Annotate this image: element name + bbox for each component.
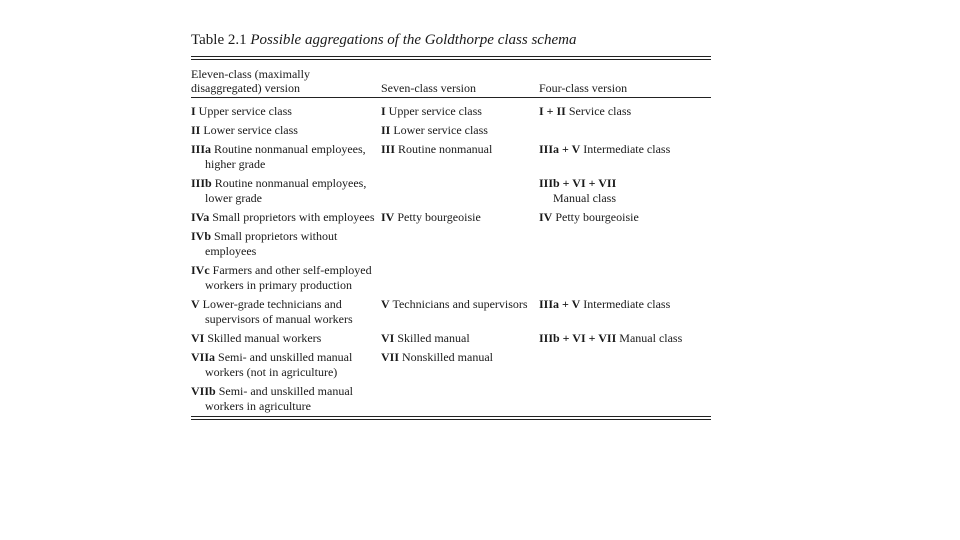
eleven-class-cell [191,297,381,327]
class-label: Farmers and other self-employed workers in primary production [205,263,372,292]
table-row [191,384,711,414]
table-label: Table 2.1 [191,32,247,48]
class-label: Semi- and unskilled manual workers in agriculture [205,384,353,413]
table-row [191,123,711,142]
class-code: IVc [191,263,210,277]
class-code: VII [381,350,400,364]
class-label: Service class [568,104,632,118]
class-label: Manual class [553,191,616,205]
seven-class-cell [381,384,539,414]
class-label: Petty bourgeoisie [397,210,481,224]
header-seven-class: Seven-class version [381,81,476,95]
class-label: Routine nonmanual employees, higher grade [205,142,366,171]
seven-class-cell [381,297,539,327]
four-class-cell [539,384,711,414]
class-code: IIIb + VI + VII [539,176,617,190]
class-label: Lower service class [393,123,488,137]
class-label: Lower service class [203,123,298,137]
table-row [191,176,711,210]
class-code: II [381,123,391,137]
seven-class-cell [381,331,539,346]
class-code: IIIa + V [539,297,581,311]
four-class-cell [539,350,711,380]
class-label: Manual class [619,331,683,345]
class-code: IV [539,210,553,224]
class-label: Small proprietors with employees [212,210,375,224]
class-label: Small proprietors without employees [205,229,338,258]
class-code: III [381,142,396,156]
class-label: Routine nonmanual [398,142,493,156]
table-row [191,297,711,331]
class-code: I + II [539,104,566,118]
table-row [191,263,711,297]
four-class-cell [539,210,711,225]
class-label: Petty bourgeoisie [555,210,639,224]
class-label: Technicians and supervisors [392,297,528,311]
class-code: V [191,297,200,311]
seven-class-cell [381,263,539,293]
class-label: Nonskilled manual [402,350,493,364]
eleven-class-cell [191,142,381,172]
table-title: Possible aggregations of the Goldthorpe class schema [250,32,577,48]
seven-class-cell [381,123,539,138]
class-label: Intermediate class [583,297,671,311]
eleven-class-cell [191,263,381,293]
seven-class-cell [381,176,539,206]
table-caption [191,30,711,52]
four-class-cell [539,104,711,119]
bottom-double-rule [191,416,711,420]
four-class-cell [539,331,711,346]
four-class-cell [539,176,711,206]
class-code: VI [381,331,395,345]
table-body [191,98,711,416]
class-code: IIIa [191,142,212,156]
table-header-row [191,60,711,98]
class-label: Upper service class [388,104,482,118]
seven-class-cell [381,229,539,259]
table-row [191,104,711,123]
class-label: Lower-grade technicians and supervisors of manual workers [202,297,353,326]
class-label: Skilled manual workers [207,331,322,345]
class-code: II [191,123,201,137]
class-label: Semi- and unskilled manual workers (not in agriculture) [205,350,353,379]
seven-class-cell [381,210,539,225]
class-code: VIIb [191,384,216,398]
class-code: IVb [191,229,212,243]
class-label: Upper service class [198,104,292,118]
class-code: IV [381,210,395,224]
class-schema-table [191,30,711,420]
eleven-class-cell [191,384,381,414]
table-row [191,210,711,229]
four-class-cell [539,142,711,172]
class-label: Skilled manual [397,331,470,345]
seven-class-cell [381,104,539,119]
class-label: Routine nonmanual employees, lower grade [205,176,367,205]
class-code: I [191,104,196,118]
class-code: IIIb + VI + VII [539,331,617,345]
seven-class-cell [381,142,539,172]
class-code: I [381,104,386,118]
eleven-class-cell [191,331,381,346]
class-code: V [381,297,390,311]
four-class-cell [539,229,711,259]
class-code: IIIa + V [539,142,581,156]
eleven-class-cell [191,350,381,380]
eleven-class-cell [191,104,381,119]
class-code: VIIa [191,350,216,364]
four-class-cell [539,297,711,327]
eleven-class-cell [191,210,381,225]
seven-class-cell [381,350,539,380]
header-four-class: Four-class version [539,81,628,95]
class-code: IVa [191,210,210,224]
class-code: IIIb [191,176,212,190]
eleven-class-cell [191,229,381,259]
table-row [191,350,711,384]
four-class-cell [539,263,711,293]
class-label: Intermediate class [583,142,671,156]
class-code: VI [191,331,205,345]
eleven-class-cell [191,176,381,206]
table-row [191,331,711,350]
header-eleven-class: Eleven-class (maximally disaggregated) version [191,67,310,95]
table-row [191,142,711,176]
eleven-class-cell [191,123,381,138]
table-row [191,229,711,263]
four-class-cell [539,123,711,138]
